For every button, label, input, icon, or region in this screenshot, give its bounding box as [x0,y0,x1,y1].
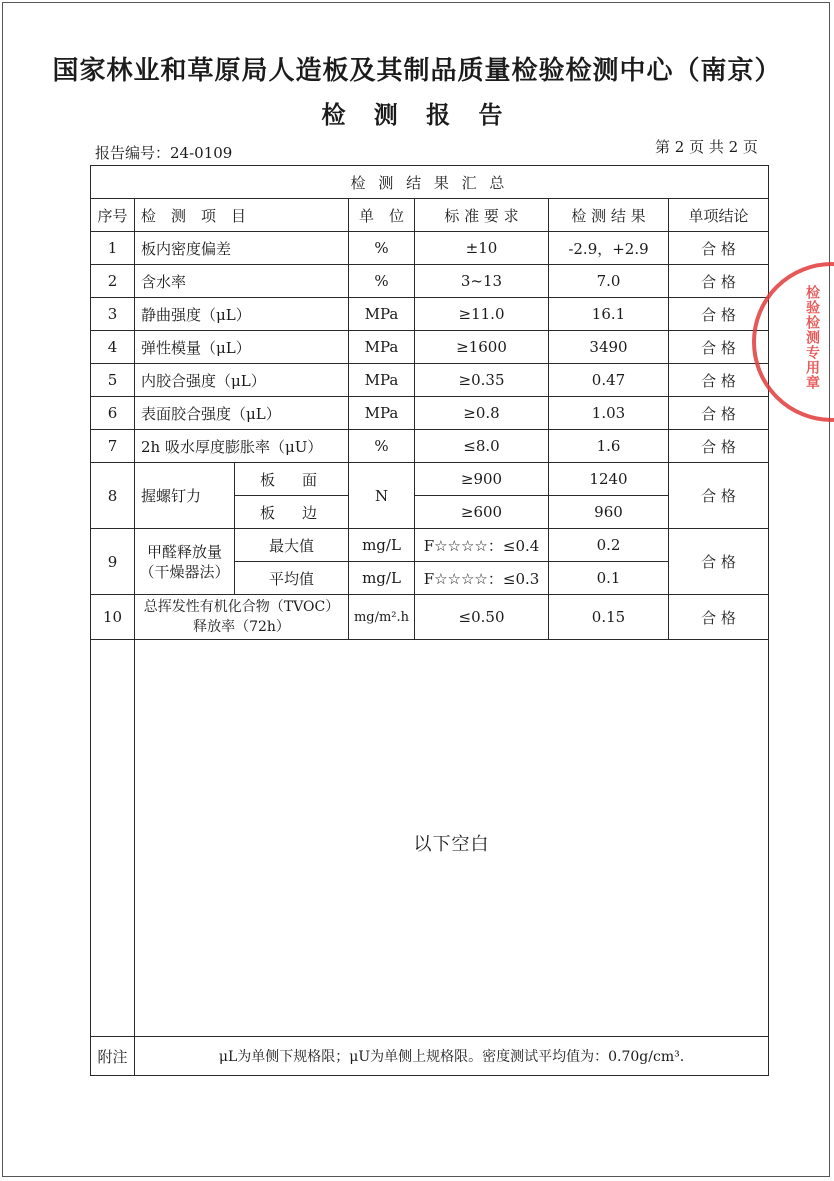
row-result: 0.2 [549,529,669,562]
row-conclusion: 合 格 [669,430,769,463]
row-unit: mg/L [349,529,415,562]
row-conclusion: 合 格 [669,595,769,640]
note-text: μL为单侧下规格限；μU为单侧上规格限。密度测试平均值为：0.70g/cm³. [135,1037,769,1076]
row-unit: mg/L [349,562,415,595]
row-no: 9 [91,529,135,595]
row-result: 1240 [549,463,669,496]
row-item: 静曲强度（μL） [135,298,349,331]
table-row [91,232,769,265]
row-no: 1 [91,232,135,265]
table-row [91,331,769,364]
row-unit: mg/m².h [349,595,415,640]
row-standard: ≥0.35 [415,364,549,397]
table-row [91,397,769,430]
row-item-line1: 甲醛释放量 [146,542,222,561]
row-sub-item: 平均值 [235,562,349,595]
row-item: 握螺钉力 [135,463,235,529]
row-item: 2h 吸水厚度膨胀率（μU） [135,430,349,463]
row-unit: % [349,430,415,463]
table-row [91,430,769,463]
row-item [135,595,349,640]
row-standard: ≥0.8 [415,397,549,430]
row-result: 0.47 [549,364,669,397]
row-item-line2: 释放率（72h） [193,619,290,635]
row-unit: MPa [349,298,415,331]
row-standard: ≥11.0 [415,298,549,331]
header-standard: 标 准 要 求 [415,199,549,232]
row-no: 10 [91,595,135,640]
report-title: 检 测 报 告 [321,101,513,129]
row-item-line2: （干燥器法） [139,562,230,581]
row-item: 含水率 [135,265,349,298]
row-item: 弹性模量（μL） [135,331,349,364]
header-unit: 单 位 [349,199,415,232]
row-result: 1.03 [549,397,669,430]
row-item-line1: 总挥发性有机化合物（TVOC） [143,599,340,615]
row-result: 960 [549,496,669,529]
table-row [91,298,769,331]
row-item: 表面胶合强度（μL） [135,397,349,430]
row-no: 8 [91,463,135,529]
row-conclusion: 合 格 [669,298,769,331]
row-conclusion: 合 格 [669,397,769,430]
table-row [91,364,769,397]
row-item: 内胶合强度（μL） [135,364,349,397]
row-conclusion: 合 格 [669,463,769,529]
table-title: 检 测 结 果 汇 总 [91,166,769,199]
row-sub-item: 板 面 [235,463,349,496]
row-standard: ≥600 [415,496,549,529]
institution-title: 国家林业和草原局人造板及其制品质量检验检测中心（南京） [52,56,782,86]
blank-content-cell [135,640,769,1037]
row-standard: ±10 [415,232,549,265]
row-no: 5 [91,364,135,397]
row-conclusion: 合 格 [669,364,769,397]
header-conclusion: 单项结论 [669,199,769,232]
row-conclusion: 合 格 [669,265,769,298]
results-table [90,165,769,1076]
row-no: 4 [91,331,135,364]
row-standard: F☆☆☆☆：≤0.3 [415,562,549,595]
row-unit: N [349,463,415,529]
row-standard: ≥900 [415,463,549,496]
table-row [91,265,769,298]
table-row-screw-holding [91,463,769,496]
row-standard: ≥1600 [415,331,549,364]
row-result: -2.9，+2.9 [549,232,669,265]
row-result: 0.15 [549,595,669,640]
note-row [91,1037,769,1076]
row-standard: F☆☆☆☆：≤0.4 [415,529,549,562]
row-conclusion: 合 格 [669,529,769,595]
row-result: 1.6 [549,430,669,463]
row-unit: MPa [349,397,415,430]
row-conclusion: 合 格 [669,232,769,265]
table-header-row [91,199,769,232]
blank-area-row [91,640,769,1037]
row-unit: % [349,265,415,298]
row-result: 0.1 [549,562,669,595]
row-no: 2 [91,265,135,298]
report-number: 报告编号：24-0109 [95,144,233,162]
stamp-text: 检验检测专用章 [804,285,820,390]
blank-no-cell [91,640,135,1037]
header-result: 检 测 结 果 [549,199,669,232]
row-no: 6 [91,397,135,430]
row-result: 16.1 [549,298,669,331]
row-sub-item: 板 边 [235,496,349,529]
table-row-tvoc [91,595,769,640]
row-item: 板内密度偏差 [135,232,349,265]
row-result: 7.0 [549,265,669,298]
blank-text: 以下空白 [413,834,490,855]
row-result: 3490 [549,331,669,364]
row-no: 7 [91,430,135,463]
row-standard: ≤0.50 [415,595,549,640]
row-item [135,529,235,595]
row-no: 3 [91,298,135,331]
row-sub-item: 最大值 [235,529,349,562]
header-item: 检 测 项 目 [135,199,349,232]
row-unit: MPa [349,331,415,364]
table-row-formaldehyde [91,529,769,562]
row-standard: ≤8.0 [415,430,549,463]
note-label: 附注 [91,1037,135,1076]
row-standard: 3~13 [415,265,549,298]
row-conclusion: 合 格 [669,331,769,364]
page-number: 第 2 页 共 2 页 [655,138,758,156]
header-no: 序号 [91,199,135,232]
row-unit: % [349,232,415,265]
row-unit: MPa [349,364,415,397]
